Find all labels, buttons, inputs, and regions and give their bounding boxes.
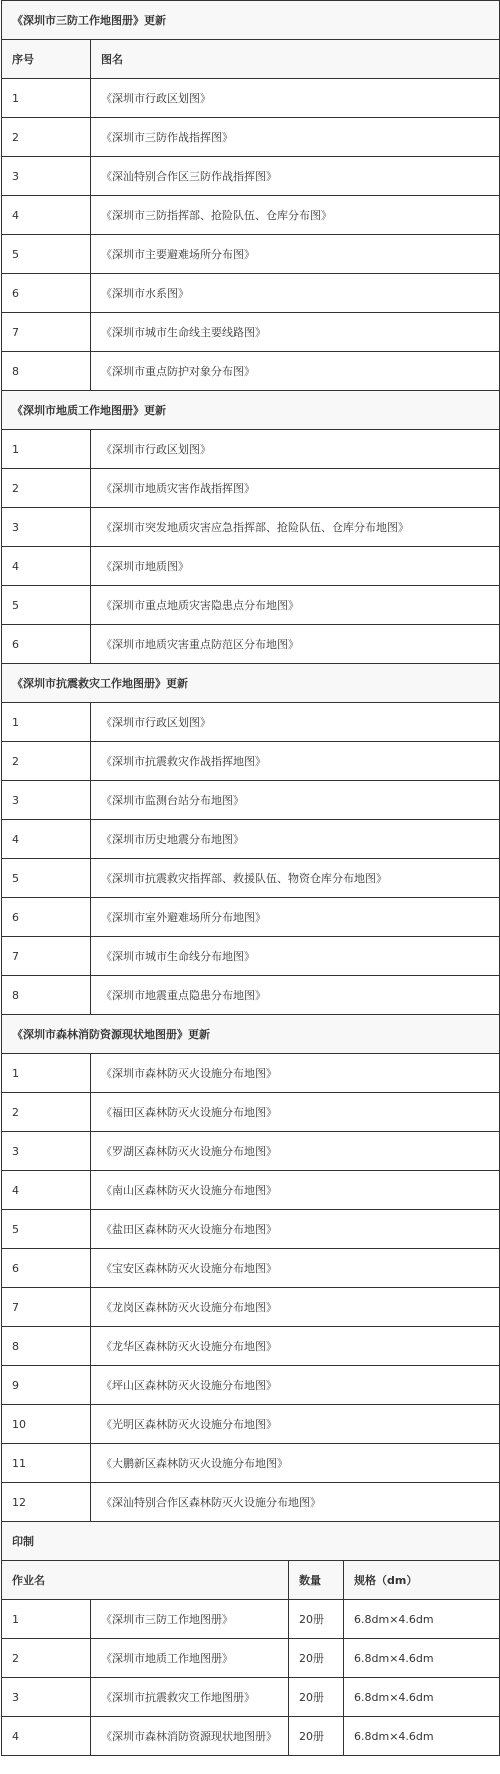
row-index: 6 (2, 274, 91, 313)
map-name: 《大鹏新区森林防灭火设施分布地图》 (91, 1444, 500, 1483)
table-row (2, 352, 500, 391)
row-index: 3 (2, 1132, 91, 1171)
job-name: 《深圳市森林消防资源现状地图册》 (91, 1717, 289, 1756)
table-row (2, 313, 500, 352)
row-index: 4 (2, 1717, 91, 1756)
column-header-quantity: 数量 (289, 1561, 344, 1600)
column-header-row (2, 40, 500, 79)
table-row (2, 820, 500, 859)
map-name: 《深圳市抗震救灾指挥部、救援队伍、物资仓库分布地图》 (91, 859, 500, 898)
map-name: 《深圳市行政区划图》 (91, 703, 500, 742)
section-title: 《深圳市地质工作地图册》更新 (2, 391, 500, 430)
map-name: 《南山区森林防灭火设施分布地图》 (91, 1171, 500, 1210)
table-row (2, 937, 500, 976)
row-index: 8 (2, 976, 91, 1015)
row-index: 4 (2, 196, 91, 235)
row-index: 4 (2, 547, 91, 586)
row-index: 1 (2, 703, 91, 742)
row-index: 3 (2, 157, 91, 196)
table-row (2, 79, 500, 118)
table-row (2, 703, 500, 742)
map-name: 《深圳市历史地震分布地图》 (91, 820, 500, 859)
map-name: 《深汕特别合作区森林防灭火设施分布地图》 (91, 1483, 500, 1522)
row-index: 11 (2, 1444, 91, 1483)
spec: 6.8dm×4.6dm (344, 1600, 500, 1639)
row-index: 3 (2, 1678, 91, 1717)
row-index: 7 (2, 1288, 91, 1327)
row-index: 4 (2, 1171, 91, 1210)
row-index: 7 (2, 937, 91, 976)
section-title: 《深圳市三防工作地图册》更新 (2, 1, 500, 40)
quantity: 20册 (289, 1600, 344, 1639)
job-name: 《深圳市抗震救灾工作地图册》 (91, 1678, 289, 1717)
row-index: 2 (2, 1639, 91, 1678)
map-name: 《深圳市地质灾害作战指挥图》 (91, 469, 500, 508)
map-name: 《深圳市监测台站分布地图》 (91, 781, 500, 820)
map-name: 《深圳市行政区划图》 (91, 79, 500, 118)
column-header-row (2, 1561, 500, 1600)
map-name: 《深圳市突发地质灾害应急指挥部、抢险队伍、仓库分布地图》 (91, 508, 500, 547)
table-row (2, 781, 500, 820)
section-header-row (2, 1015, 500, 1054)
table-row (2, 1210, 500, 1249)
row-index: 1 (2, 79, 91, 118)
row-index: 3 (2, 508, 91, 547)
spec: 6.8dm×4.6dm (344, 1639, 500, 1678)
row-index: 8 (2, 352, 91, 391)
table-row (2, 1366, 500, 1405)
map-name: 《深圳市重点防护对象分布图》 (91, 352, 500, 391)
table-row (2, 1093, 500, 1132)
row-index: 2 (2, 118, 91, 157)
map-name: 《福田区森林防灭火设施分布地图》 (91, 1093, 500, 1132)
table-row (2, 196, 500, 235)
quantity: 20册 (289, 1639, 344, 1678)
map-update-table (1, 0, 500, 1756)
map-name: 《深汕特别合作区三防作战指挥图》 (91, 157, 500, 196)
table-row (2, 1171, 500, 1210)
table-row (2, 1444, 500, 1483)
row-index: 4 (2, 820, 91, 859)
table-row (2, 547, 500, 586)
table-row (2, 1288, 500, 1327)
column-header-name: 图名 (91, 40, 500, 79)
section-title: 《深圳市抗震救灾工作地图册》更新 (2, 664, 500, 703)
map-name: 《深圳市三防指挥部、抢险队伍、仓库分布图》 (91, 196, 500, 235)
map-name: 《深圳市抗震救灾作战指挥地图》 (91, 742, 500, 781)
map-name: 《深圳市城市生命线主要线路图》 (91, 313, 500, 352)
map-name: 《深圳市重点地质灾害隐患点分布地图》 (91, 586, 500, 625)
section-title: 《深圳市森林消防资源现状地图册》更新 (2, 1015, 500, 1054)
map-name: 《罗湖区森林防灭火设施分布地图》 (91, 1132, 500, 1171)
column-header-job-name: 作业名 (2, 1561, 289, 1600)
row-index: 2 (2, 1093, 91, 1132)
table-row (2, 274, 500, 313)
map-name: 《龙岗区森林防灭火设施分布地图》 (91, 1288, 500, 1327)
table-row (2, 235, 500, 274)
row-index: 3 (2, 781, 91, 820)
row-index: 1 (2, 430, 91, 469)
row-index: 5 (2, 1210, 91, 1249)
map-name: 《深圳市地震重点隐患分布地图》 (91, 976, 500, 1015)
job-name: 《深圳市地质工作地图册》 (91, 1639, 289, 1678)
map-name: 《盐田区森林防灭火设施分布地图》 (91, 1210, 500, 1249)
row-index: 1 (2, 1600, 91, 1639)
map-name: 《深圳市水系图》 (91, 274, 500, 313)
row-index: 8 (2, 1327, 91, 1366)
table-row (2, 625, 500, 664)
row-index: 12 (2, 1483, 91, 1522)
spec: 6.8dm×4.6dm (344, 1717, 500, 1756)
table-row (2, 742, 500, 781)
table-row (2, 157, 500, 196)
table-row (2, 118, 500, 157)
section-header-row (2, 1, 500, 40)
table-row (2, 1132, 500, 1171)
print-section-title: 印制 (2, 1522, 500, 1561)
table-row (2, 1327, 500, 1366)
map-name: 《龙华区森林防灭火设施分布地图》 (91, 1327, 500, 1366)
map-name: 《深圳市行政区划图》 (91, 430, 500, 469)
table-row (2, 1249, 500, 1288)
column-header-index: 序号 (2, 40, 91, 79)
map-name: 《光明区森林防灭火设施分布地图》 (91, 1405, 500, 1444)
row-index: 6 (2, 898, 91, 937)
row-index: 5 (2, 235, 91, 274)
map-name: 《坪山区森林防灭火设施分布地图》 (91, 1366, 500, 1405)
table-row (2, 859, 500, 898)
section-header-row (2, 391, 500, 430)
table-row (2, 469, 500, 508)
map-name: 《宝安区森林防灭火设施分布地图》 (91, 1249, 500, 1288)
table-row (2, 898, 500, 937)
table-row (2, 1405, 500, 1444)
table-row (2, 976, 500, 1015)
spec: 6.8dm×4.6dm (344, 1678, 500, 1717)
row-index: 1 (2, 1054, 91, 1093)
table-row (2, 1600, 500, 1639)
map-name: 《深圳市地质图》 (91, 547, 500, 586)
table-row (2, 430, 500, 469)
row-index: 6 (2, 625, 91, 664)
table-row (2, 1483, 500, 1522)
row-index: 2 (2, 469, 91, 508)
row-index: 5 (2, 586, 91, 625)
map-name: 《深圳市主要避难场所分布图》 (91, 235, 500, 274)
table-row (2, 1678, 500, 1717)
row-index: 7 (2, 313, 91, 352)
row-index: 10 (2, 1405, 91, 1444)
map-name: 《深圳市森林防灭火设施分布地图》 (91, 1054, 500, 1093)
column-header-spec: 规格（dm） (344, 1561, 500, 1600)
quantity: 20册 (289, 1678, 344, 1717)
row-index: 9 (2, 1366, 91, 1405)
table-row (2, 508, 500, 547)
map-name: 《深圳市三防作战指挥图》 (91, 118, 500, 157)
map-name: 《深圳市地质灾害重点防范区分布地图》 (91, 625, 500, 664)
quantity: 20册 (289, 1717, 344, 1756)
section-header-row (2, 1522, 500, 1561)
row-index: 2 (2, 742, 91, 781)
row-index: 5 (2, 859, 91, 898)
map-name: 《深圳市室外避难场所分布地图》 (91, 898, 500, 937)
table-row (2, 586, 500, 625)
table-row (2, 1717, 500, 1756)
job-name: 《深圳市三防工作地图册》 (91, 1600, 289, 1639)
section-header-row (2, 664, 500, 703)
table-row (2, 1054, 500, 1093)
table-row (2, 1639, 500, 1678)
map-name: 《深圳市城市生命线分布地图》 (91, 937, 500, 976)
row-index: 6 (2, 1249, 91, 1288)
